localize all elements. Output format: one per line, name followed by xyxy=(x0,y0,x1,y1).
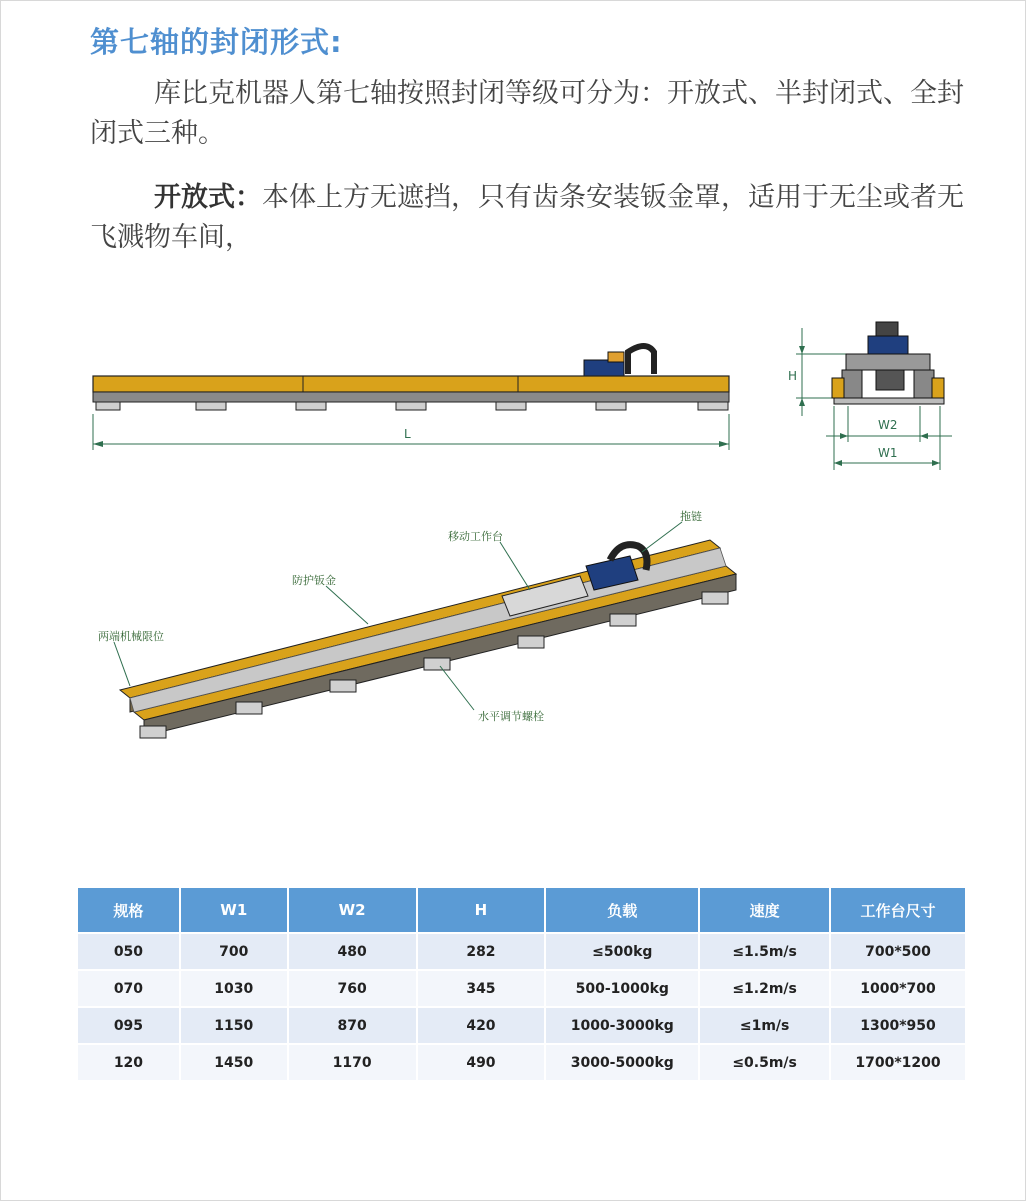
table-cell: 3000-5000kg xyxy=(546,1045,698,1080)
header-w2: W2 xyxy=(289,888,416,932)
table-cell: 760 xyxy=(289,971,416,1006)
open-type-label: 开放式： xyxy=(154,182,262,213)
table-cell: 1450 xyxy=(181,1045,287,1080)
label-end-limit: 两端机械限位 xyxy=(98,630,164,643)
table-cell: 1170 xyxy=(289,1045,416,1080)
label-leveling-bolt: 水平调节螺栓 xyxy=(478,710,544,723)
table-cell: ≤1m/s xyxy=(700,1008,829,1043)
dim-height-label: H xyxy=(788,369,798,383)
label-guard-sheet: 防护钣金 xyxy=(292,574,336,587)
header-h: H xyxy=(418,888,545,932)
table-cell: 1000-3000kg xyxy=(546,1008,698,1043)
table-cell: ≤500kg xyxy=(546,934,698,969)
table-cell: ≤1.5m/s xyxy=(700,934,829,969)
open-type-text: 本体上方无遮挡，只有齿条安装钣金罩，适用于无尘或者无飞溅物车间， xyxy=(90,182,964,253)
header-load: 负载 xyxy=(546,888,698,932)
table-cell: 700*500 xyxy=(831,934,965,969)
table-cell: 870 xyxy=(289,1008,416,1043)
intro-text: 库比克机器人第七轴按照封闭等级可分为：开放式、半封闭式、全封闭式三种。 xyxy=(90,78,964,149)
table-cell: 345 xyxy=(418,971,545,1006)
table-cell: 700 xyxy=(181,934,287,969)
open-type-paragraph xyxy=(90,178,970,258)
dim-w2-label: W2 xyxy=(878,418,898,432)
table-cell: 282 xyxy=(418,934,545,969)
table-cell: 500-1000kg xyxy=(546,971,698,1006)
spec-table xyxy=(76,886,967,1082)
table-cell: 1000*700 xyxy=(831,971,965,1006)
table-cell: 095 xyxy=(78,1008,179,1043)
table-cell: 490 xyxy=(418,1045,545,1080)
table-cell: 070 xyxy=(78,971,179,1006)
table-row xyxy=(78,1045,965,1080)
table-row xyxy=(78,1008,965,1043)
table-cell: 120 xyxy=(78,1045,179,1080)
side-view-drawing xyxy=(88,330,738,460)
table-cell: 050 xyxy=(78,934,179,969)
table-cell: 1150 xyxy=(181,1008,287,1043)
isometric-drawing xyxy=(90,500,770,760)
intro-paragraph xyxy=(90,74,970,154)
label-moving-table: 移动工作台 xyxy=(448,530,503,543)
table-cell: ≤0.5m/s xyxy=(700,1045,829,1080)
table-header-row xyxy=(78,888,965,932)
table-cell: 1700*1200 xyxy=(831,1045,965,1080)
table-cell: 420 xyxy=(418,1008,545,1043)
header-table-size: 工作台尺寸 xyxy=(831,888,965,932)
table-row xyxy=(78,934,965,969)
header-w1: W1 xyxy=(181,888,287,932)
dim-w1-label: W1 xyxy=(878,446,898,460)
table-cell: ≤1.2m/s xyxy=(700,971,829,1006)
end-view-drawing xyxy=(780,318,960,478)
table-cell: 1300*950 xyxy=(831,1008,965,1043)
table-row xyxy=(78,971,965,1006)
dim-length-label: L xyxy=(404,427,411,441)
table-cell: 1030 xyxy=(181,971,287,1006)
header-speed: 速度 xyxy=(700,888,829,932)
label-drag-chain: 拖链 xyxy=(680,510,702,523)
section-heading: 第七轴的封闭形式: xyxy=(90,25,343,59)
table-cell: 480 xyxy=(289,934,416,969)
header-spec: 规格 xyxy=(78,888,179,932)
